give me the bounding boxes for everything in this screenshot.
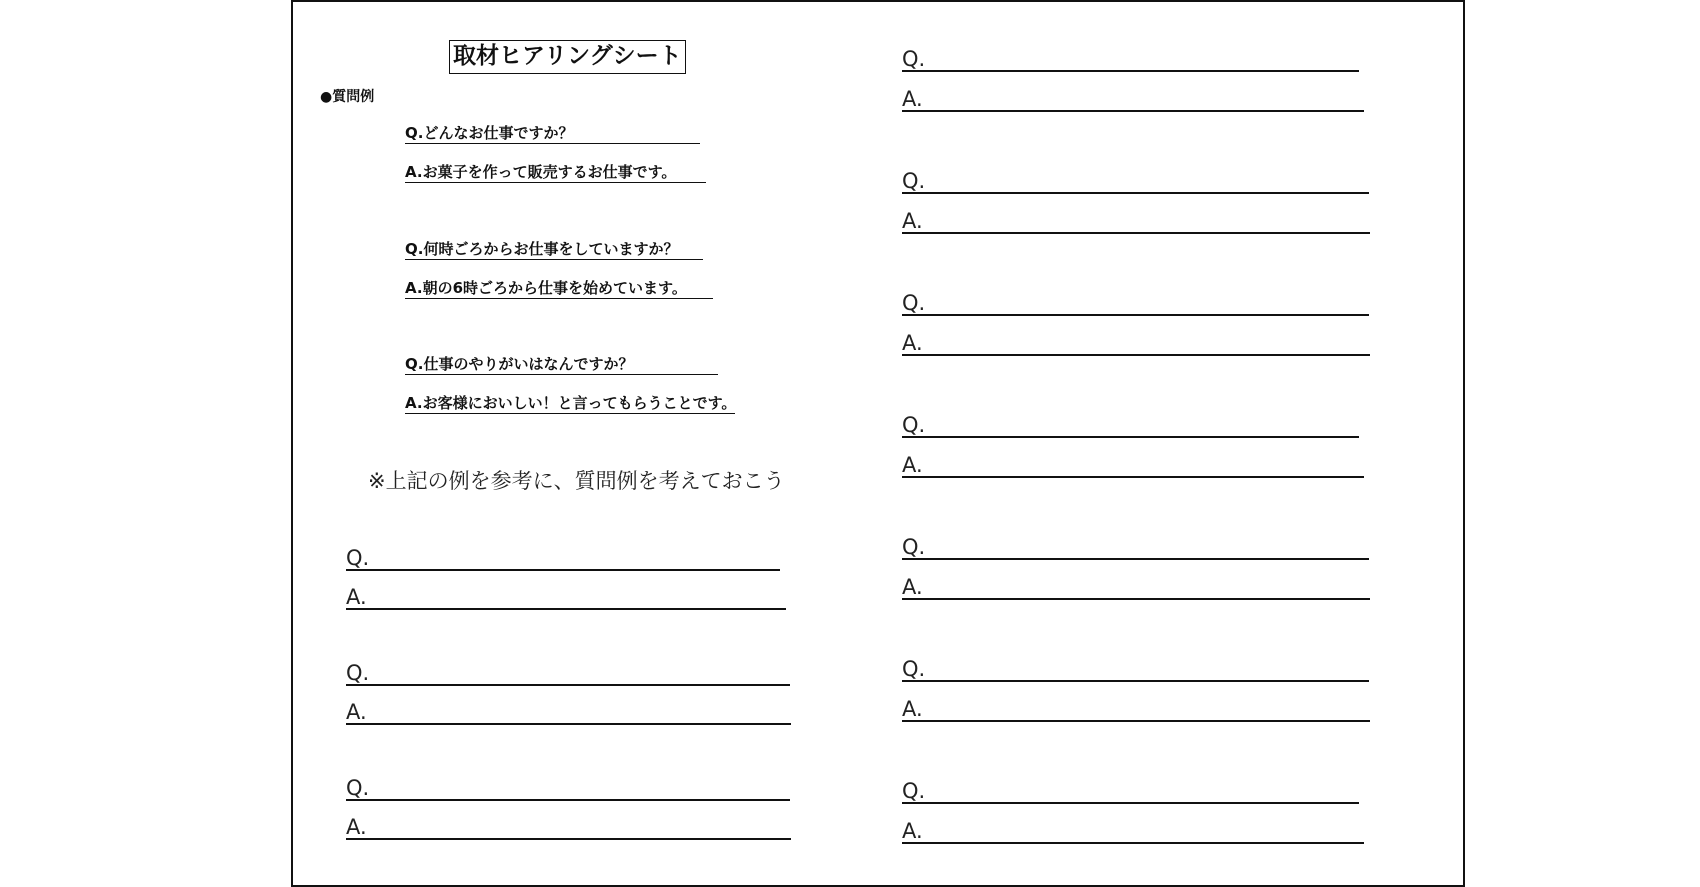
right-question-line-5[interactable]	[902, 535, 1369, 560]
example-answer-3: A.お客様においしい！と言ってもらうことです。	[405, 394, 737, 412]
left-answer-line-3[interactable]	[346, 815, 791, 840]
section-heading-question-examples: ●質問例	[320, 89, 375, 105]
right-answer-line-3[interactable]	[902, 331, 1370, 356]
answer-label: A.	[346, 815, 367, 839]
right-question-line-2[interactable]	[902, 169, 1369, 194]
sheet-title: 取材ヒアリングシート	[449, 40, 686, 74]
left-question-line-1[interactable]	[346, 546, 780, 571]
question-label: Q.	[902, 169, 926, 193]
example-answer-2: A.朝の6時ごろから仕事を始めています。	[405, 279, 713, 299]
left-question-line-2[interactable]	[346, 661, 790, 686]
answer-label: A.	[902, 209, 923, 233]
right-answer-line-7[interactable]	[902, 819, 1364, 844]
question-label: Q.	[346, 546, 370, 570]
right-question-line-7[interactable]	[902, 779, 1359, 804]
question-label: Q.	[902, 657, 926, 681]
question-label: Q.	[902, 413, 926, 437]
example-question-3: Q.仕事のやりがいはなんですか？	[405, 355, 718, 375]
instruction-note: ※上記の例を参考に、質問例を考えておこう	[368, 469, 785, 493]
question-label: Q.	[346, 776, 370, 800]
right-answer-line-5[interactable]	[902, 575, 1370, 600]
right-answer-line-6[interactable]	[902, 697, 1370, 722]
answer-label: A.	[902, 453, 923, 477]
left-answer-line-2[interactable]	[346, 700, 791, 725]
answer-label: A.	[346, 585, 367, 609]
example-answer-1: A.お菓子を作って販売するお仕事です。	[405, 163, 706, 183]
answer-label: A.	[902, 331, 923, 355]
right-question-line-1[interactable]	[902, 47, 1359, 72]
question-label: Q.	[902, 47, 926, 71]
hearing-sheet	[291, 0, 1465, 887]
question-label: Q.	[902, 535, 926, 559]
example-question-2: Q.何時ごろからお仕事をしていますか？	[405, 240, 703, 260]
right-answer-line-1[interactable]	[902, 87, 1364, 112]
right-answer-line-2[interactable]	[902, 209, 1370, 234]
example-question-1: Q.どんなお仕事ですか？	[405, 124, 700, 144]
answer-label: A.	[902, 697, 923, 721]
question-label: Q.	[902, 779, 926, 803]
right-question-line-6[interactable]	[902, 657, 1369, 682]
right-question-line-4[interactable]	[902, 413, 1359, 438]
answer-label: A.	[346, 700, 367, 724]
right-answer-line-4[interactable]	[902, 453, 1364, 478]
left-answer-line-1[interactable]	[346, 585, 786, 610]
question-label: Q.	[902, 291, 926, 315]
question-label: Q.	[346, 661, 370, 685]
answer-label: A.	[902, 575, 923, 599]
answer-label: A.	[902, 819, 923, 843]
answer-label: A.	[902, 87, 923, 111]
left-question-line-3[interactable]	[346, 776, 790, 801]
right-question-line-3[interactable]	[902, 291, 1369, 316]
